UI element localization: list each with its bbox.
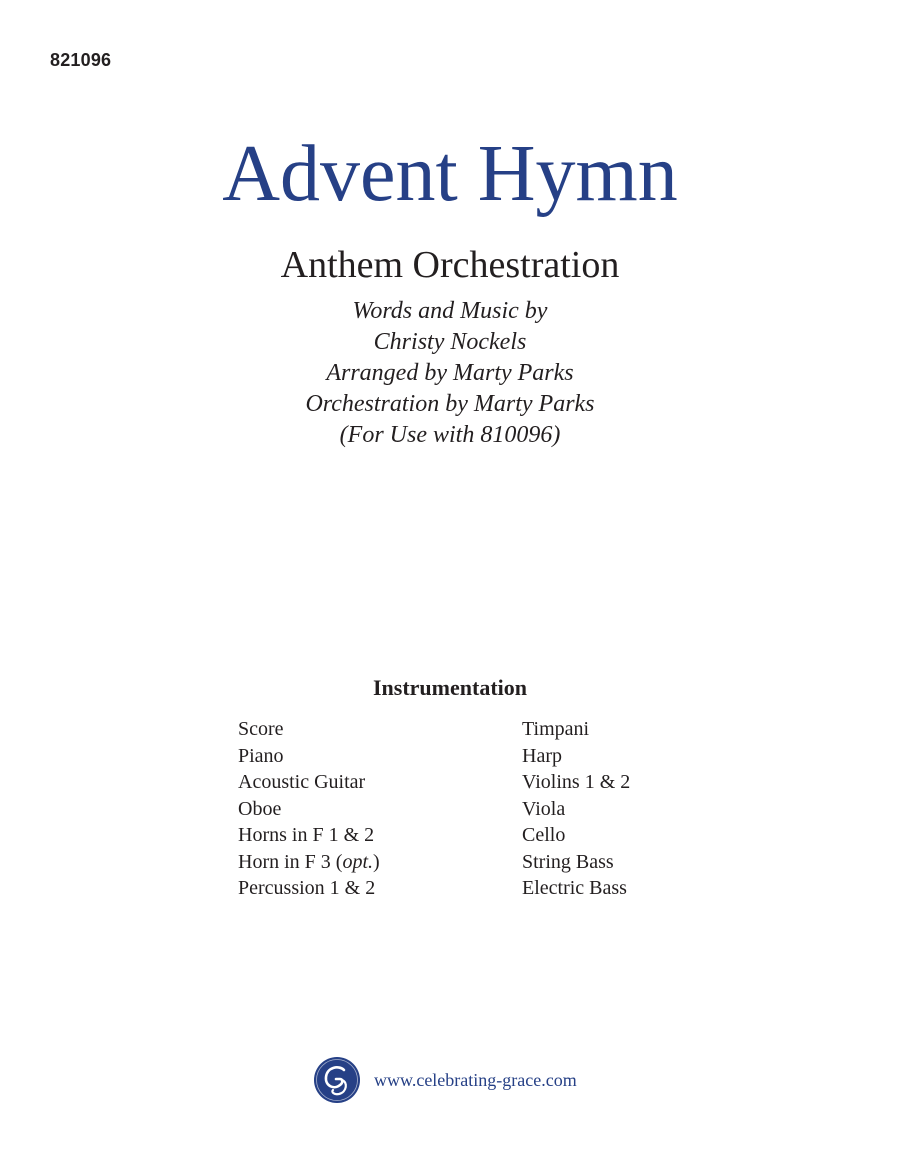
catalog-number: 821096 xyxy=(50,50,112,70)
instrumentation-right-column xyxy=(522,716,630,902)
page-title: Advent Hymn xyxy=(222,130,678,218)
instrument-item: Cello xyxy=(522,824,566,846)
credit-line: (For Use with 810096) xyxy=(339,422,561,448)
celebrating-grace-logo-icon xyxy=(313,1056,361,1104)
instrumentation-left-column xyxy=(238,716,380,902)
instrument-item: Viola xyxy=(522,797,566,820)
credit-line: Words and Music by xyxy=(352,298,548,324)
instrument-item: Acoustic Guitar xyxy=(238,771,366,793)
credits-block xyxy=(0,296,900,451)
credit-line: Orchestration by Marty Parks xyxy=(305,391,595,417)
instrument-item: String Bass xyxy=(522,850,614,873)
instrument-item-horn-3-text: Horn in F 3 ( xyxy=(238,850,343,873)
instrument-item: Oboe xyxy=(238,797,282,820)
instrument-item: Horns in F 1 & 2 xyxy=(238,824,375,846)
instrument-item-horn-3 xyxy=(238,849,380,876)
instrument-item-horn-3-close: ) xyxy=(373,850,380,873)
instrument-item: Timpani xyxy=(522,718,590,740)
instrument-item: Piano xyxy=(238,744,284,767)
instrument-item: Percussion 1 & 2 xyxy=(238,877,376,899)
website-link[interactable]: www.celebrating-grace.com xyxy=(374,1069,577,1090)
instrument-item: Harp xyxy=(522,744,562,767)
optional-marker: opt. xyxy=(342,850,374,873)
instrument-item: Score xyxy=(238,718,284,740)
instrument-item: Electric Bass xyxy=(522,877,627,899)
credit-line: Arranged by Marty Parks xyxy=(326,360,574,386)
instrument-item: Violins 1 & 2 xyxy=(522,771,631,793)
credit-line: Christy Nockels xyxy=(373,329,527,355)
instrumentation-heading: Instrumentation xyxy=(372,675,527,700)
subtitle: Anthem Orchestration xyxy=(280,244,620,286)
footer xyxy=(313,1055,577,1105)
